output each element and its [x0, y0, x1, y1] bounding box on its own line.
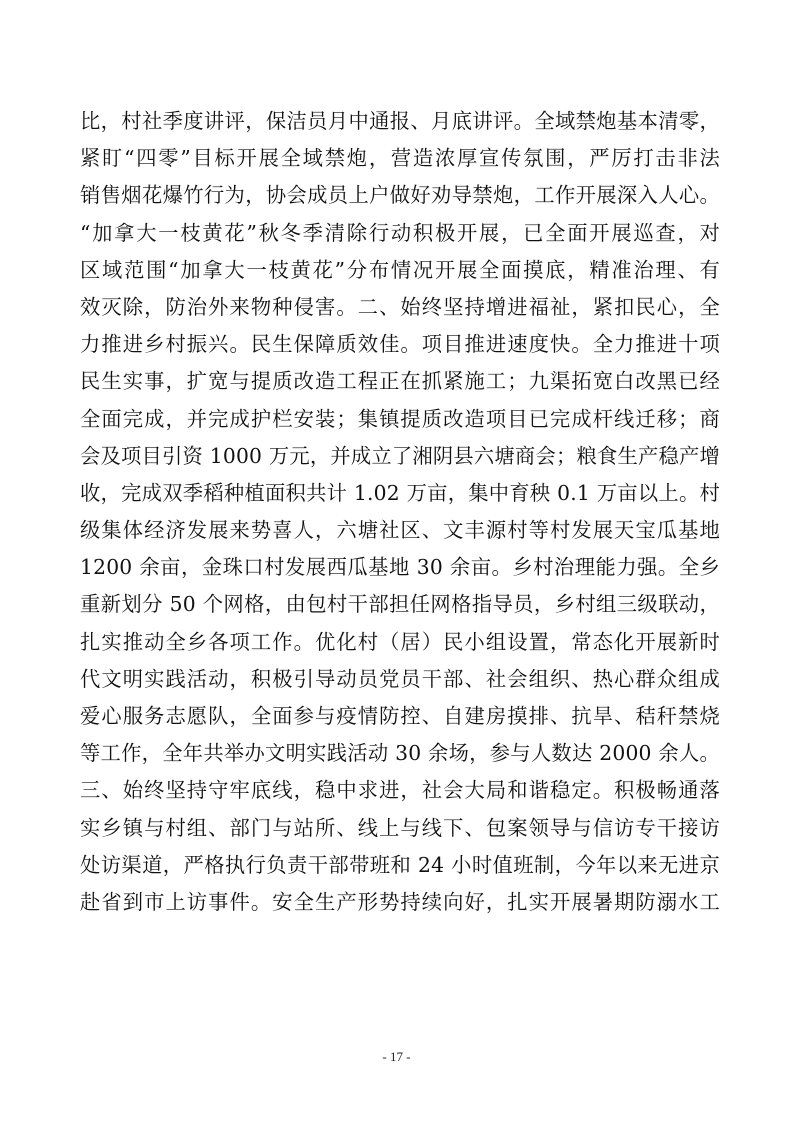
text-line-14: 重新划分 50 个网格，由包村干部担任网格指导员，乡村组三级联动，: [80, 592, 720, 617]
text-line-4: “加拿大一枝黄花”秋冬季清除行动积极开展，已全面开展巡查，对: [80, 220, 720, 245]
text-line-8: 民生实事，扩宽与提质改造工程正在抓紧施工；九渠拓宽白改黑已经: [80, 369, 720, 394]
text-line-3: 销售烟花爆竹行为，协会成员上户做好劝导禁炮，工作开展深入人心。: [80, 183, 720, 208]
page-number: - 17 -: [382, 1049, 411, 1064]
text-line-20: 实乡镇与村组、部门与站所、线上与线下、包案领导与信访专干接访: [80, 815, 720, 840]
text-line-12: 级集体经济发展来势喜人，六塘社区、文丰源村等村发展天宝瓜基地: [80, 518, 720, 543]
text-line-10: 会及项目引资 1000 万元，并成立了湘阴县六塘商会；粮食生产稳产增: [80, 443, 720, 468]
text-line-16: 代文明实践活动，积极引导动员党员干部、社会组织、热心群众组成: [80, 666, 720, 691]
text-line-18: 等工作，全年共举办文明实践活动 30 余场，参与人数达 2000 余人。: [80, 741, 720, 766]
text-line-2: 紧盯“四零”目标开展全域禁炮，营造浓厚宣传氛围，严厉打击非法: [80, 146, 720, 171]
text-line-19: 三、始终坚持守牢底线，稳中求进，社会大局和谐稳定。积极畅通落: [80, 778, 720, 803]
text-line-11: 收，完成双季稻种植面积共计 1.02 万亩，集中育秧 0.1 万亩以上。村: [80, 480, 720, 505]
text-line-21: 处访渠道，严格执行负责干部带班和 24 小时值班制，今年以来无进京: [80, 852, 720, 877]
body-text: [80, 103, 720, 921]
text-line-1: 比，村社季度讲评，保洁员月中通报、月底讲评。全域禁炮基本清零，: [80, 109, 720, 133]
text-line-9: 全面完成，并完成护栏安装；集镇提质改造项目已完成杆线迁移；商: [80, 406, 720, 431]
text-line-17: 爱心服务志愿队，全面参与疫情防控、自建房摸排、抗旱、秸秆禁烧: [80, 704, 720, 728]
text-line-6: 效灭除，防治外来物种侵害。二、始终坚持增进福祉，紧扣民心，全: [80, 294, 720, 319]
text-line-7: 力推进乡村振兴。民生保障质效佳。项目推进速度快。全力推进十项: [80, 332, 720, 357]
text-line-13: 1200 余亩，金珠口村发展西瓜基地 30 余亩。乡村治理能力强。全乡: [80, 555, 720, 580]
text-line-5: 区域范围“加拿大一枝黄花”分布情况开展全面摸底，精准治理、有: [80, 257, 720, 282]
text-line-15: 扎实推动全乡各项工作。优化村（居）民小组设置，常态化开展新时: [80, 629, 720, 654]
text-line-22: 赴省到市上访事件。安全生产形势持续向好，扎实开展暑期防溺水工: [80, 889, 720, 914]
